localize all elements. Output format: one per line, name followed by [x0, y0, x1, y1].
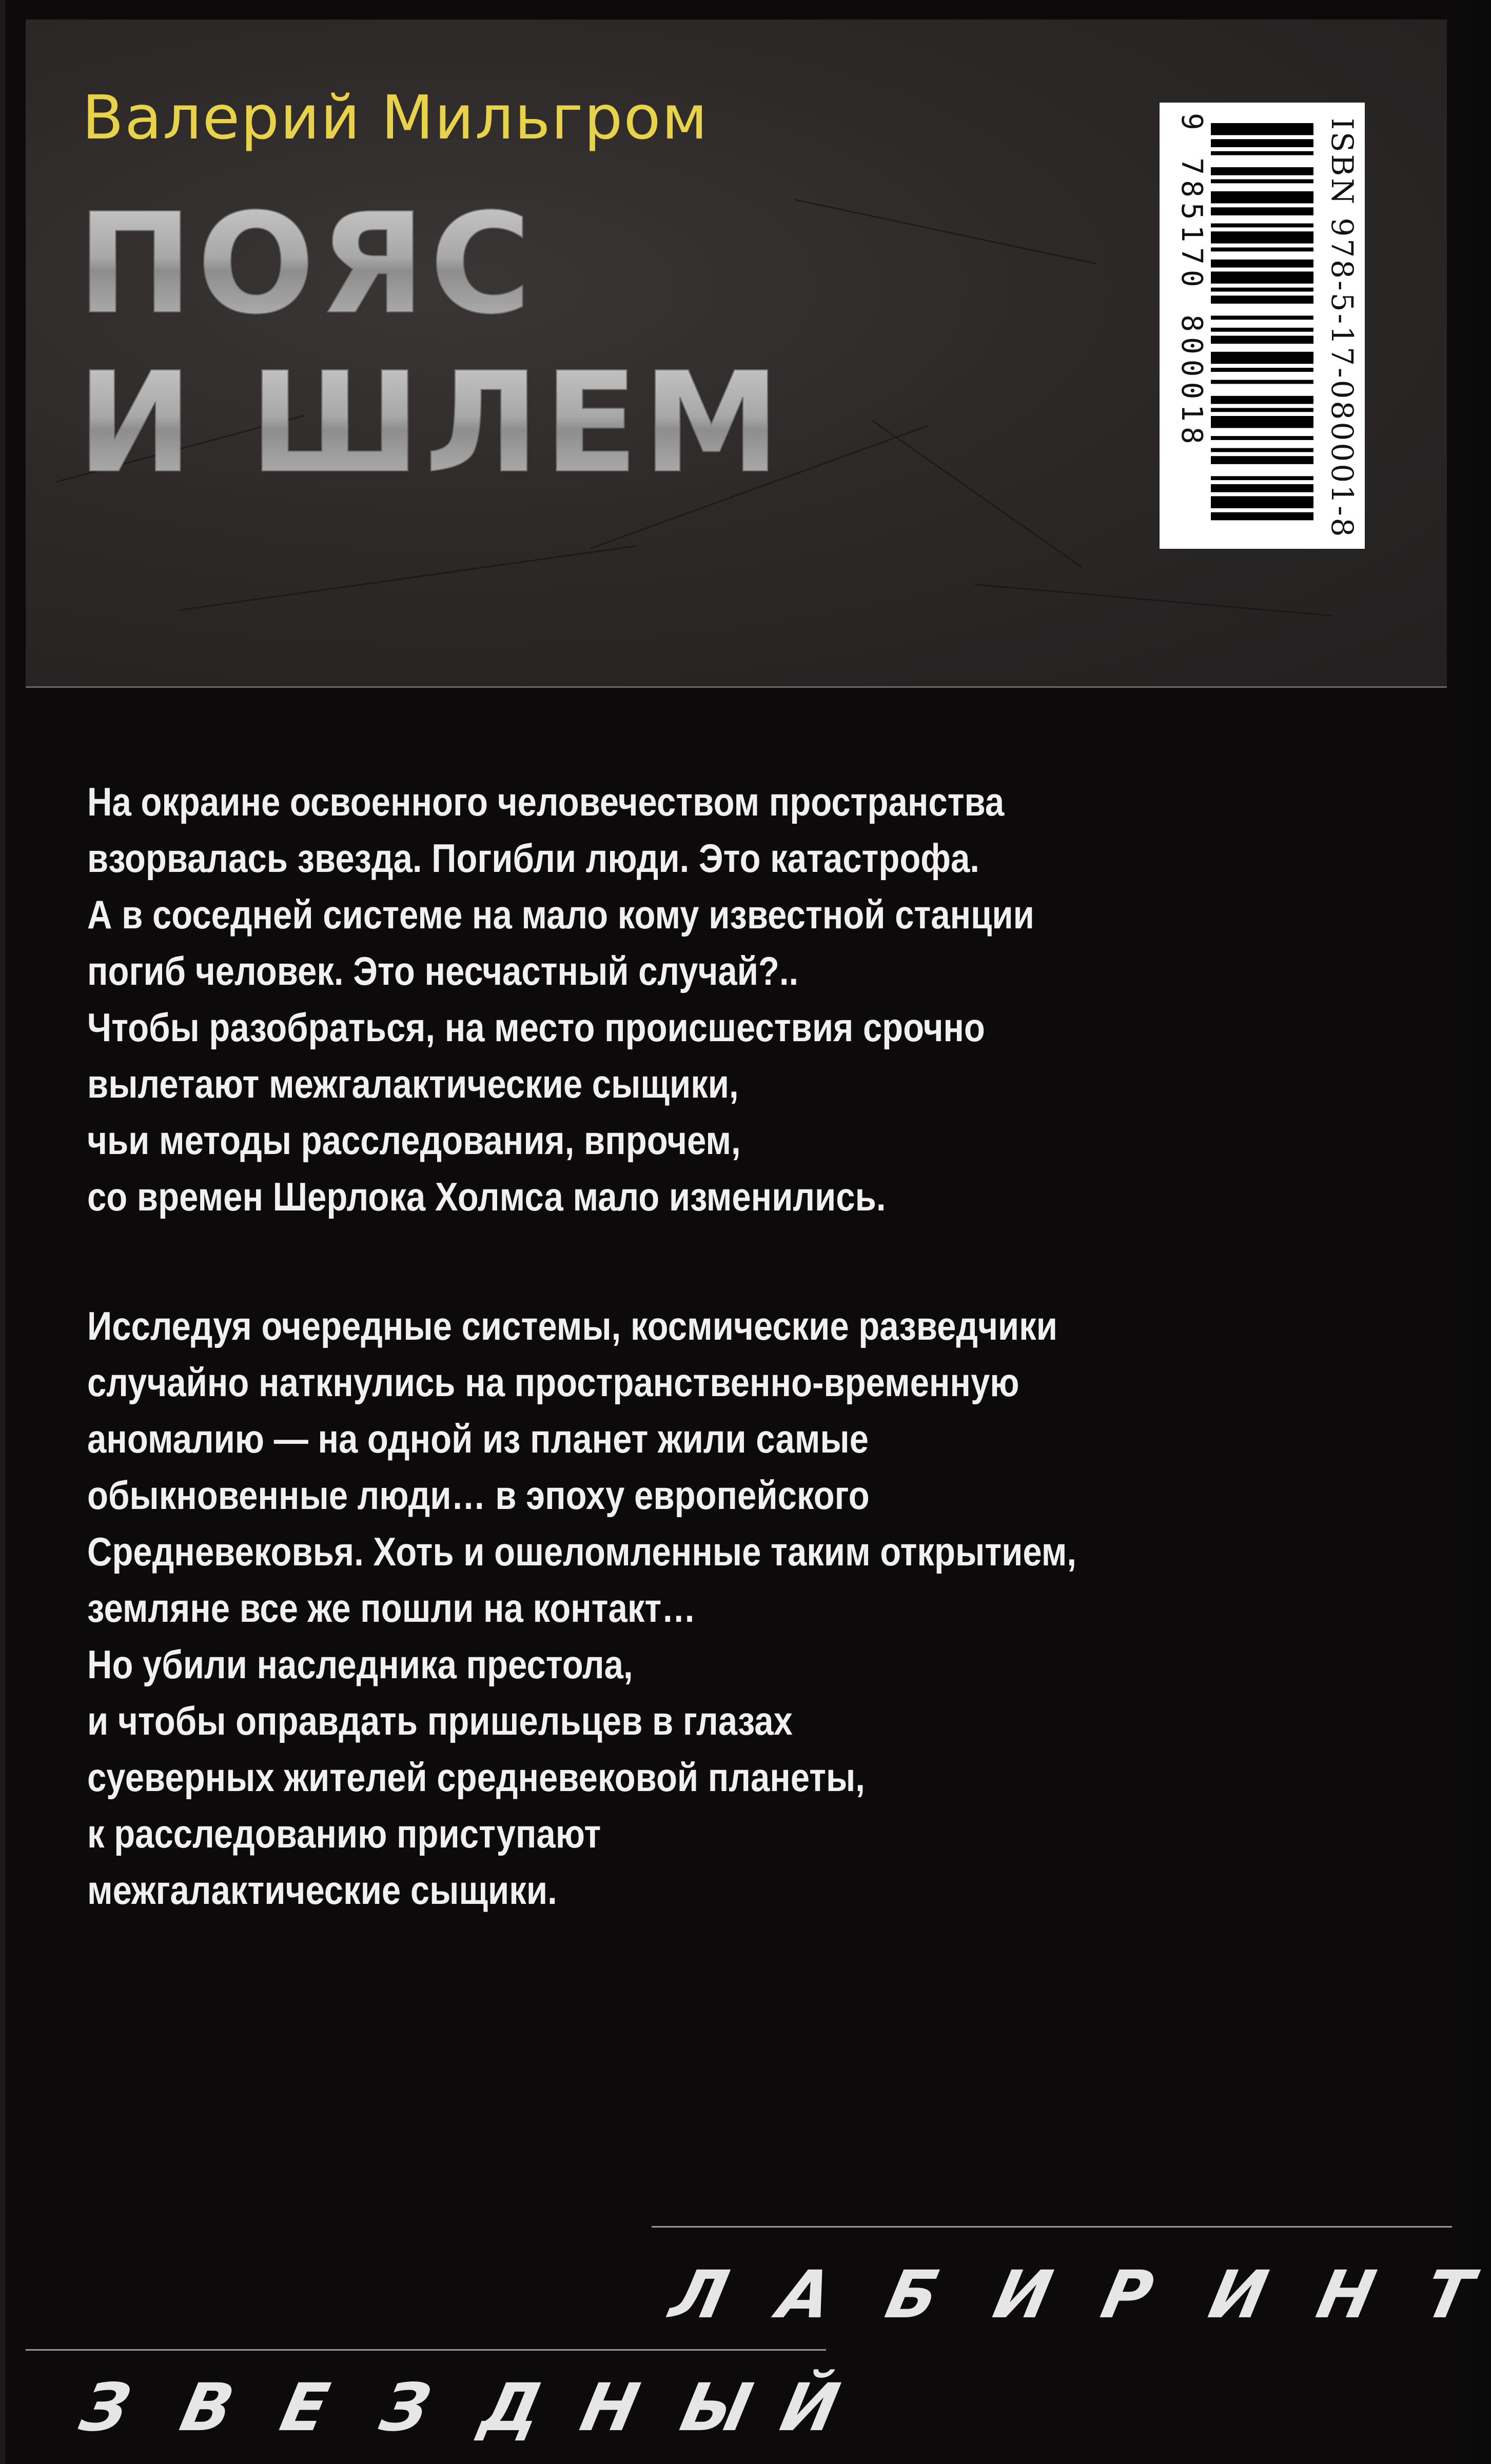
barcode-bar	[1211, 191, 1313, 203]
barcode-bar	[1211, 295, 1313, 304]
barcode-bar	[1211, 484, 1313, 492]
isbn-label: ISBN 978-5-17-080001-8	[1325, 118, 1360, 539]
barcode-bar	[1211, 408, 1313, 412]
blurb-line: к расследованию приступают	[87, 1811, 601, 1856]
isbn-barcode	[1160, 103, 1365, 549]
barcode-bar	[1211, 207, 1313, 215]
blurb-line: взорвалась звезда. Погибли люди. Это катастрофа.	[87, 836, 979, 881]
series-letter: Т	[1418, 2257, 1480, 2333]
blurb-line: Средневековья. Хоть и ошеломленные таким открытием,	[87, 1529, 1077, 1574]
barcode-bar	[1211, 396, 1313, 404]
barcode-bar	[1211, 260, 1313, 268]
barcode-bars	[1211, 123, 1313, 528]
blurb-line: аномалию — на одной из планет жили самые	[87, 1416, 869, 1461]
series-letter: Б	[879, 2257, 946, 2333]
barcode-bar	[1211, 123, 1313, 135]
barcode-bar	[1211, 139, 1313, 147]
barcode-bar	[1211, 328, 1313, 332]
barcode-bar	[1211, 151, 1313, 155]
barcode-bar	[1211, 416, 1313, 428]
blurb-line: На окраине освоенного человечеством пространства	[87, 779, 1005, 824]
blurb-line: обыкновенные люди… в эпоху европейского	[87, 1473, 870, 1518]
blurb-line: межгалактические сыщики.	[87, 1867, 557, 1913]
barcode-bar	[1211, 224, 1313, 228]
barcode-bar	[1211, 336, 1313, 344]
blurb-line: чьи методы расследования, впрочем,	[87, 1118, 741, 1163]
series-letter: А	[772, 2257, 839, 2333]
series-letter: И	[1203, 2257, 1274, 2333]
barcode-bar	[1211, 315, 1313, 320]
barcode-bar	[1211, 180, 1313, 184]
blurb-line: земляне все же пошли на контакт…	[87, 1585, 696, 1631]
series-letter: Е	[274, 2370, 336, 2446]
blurb-line: А в соседней системе на мало кому известной станции	[87, 892, 1034, 937]
series-letter: Д	[474, 2370, 549, 2446]
blurb-paragraph-1	[87, 773, 1034, 1225]
blurb-line: со времен Шерлока Холмса мало изменились.	[87, 1174, 886, 1219]
barcode-bar	[1211, 512, 1313, 521]
barcode-bar	[1211, 448, 1313, 452]
series-letter: Р	[1095, 2257, 1160, 2333]
barcode-bar	[1211, 380, 1313, 384]
series-rule-top	[652, 2226, 1452, 2228]
barcode-bar	[1211, 456, 1313, 464]
barcode-bar	[1211, 288, 1313, 292]
book-title-line-2: И ШЛЕМ	[77, 342, 784, 504]
series-letter: Й	[774, 2370, 846, 2446]
blurb-paragraph-2	[87, 1298, 1076, 1918]
series-word-labyrinth	[664, 2257, 1491, 2333]
blurb-line: Чтобы разобраться, на место происшествия срочно	[87, 1005, 985, 1050]
series-letter: Н	[574, 2370, 645, 2446]
barcode-bar	[1211, 352, 1313, 364]
book-title-line-1: ПОЯС	[77, 183, 536, 345]
blurb-line: погиб человек. Это несчастный случай?..	[87, 948, 799, 993]
blurb-line: суеверных жителей средневековой планеты,	[87, 1755, 865, 1800]
blurb-line: Исследуя очередные системы, космические разведчики	[87, 1303, 1057, 1348]
series-letter: З	[74, 2370, 137, 2446]
series-letter: Л	[664, 2257, 735, 2333]
barcode-bar	[1211, 368, 1313, 372]
barcode-bar	[1211, 476, 1313, 480]
series-rule-bottom	[26, 2349, 826, 2351]
series-letter: И	[987, 2257, 1058, 2333]
blurb-line: и чтобы оправдать пришельцев в глазах	[87, 1698, 793, 1743]
series-letter: В	[174, 2370, 241, 2446]
barcode-bar	[1211, 271, 1313, 283]
author-name: Валерий Мильгром	[82, 82, 709, 153]
series-letter: Н	[1310, 2257, 1382, 2333]
blurb-line: случайно наткнулись на пространственно-временную	[87, 1360, 1019, 1405]
barcode-bar	[1211, 167, 1313, 175]
blurb-line: вылетают межгалактические сыщики,	[87, 1061, 739, 1106]
divider-line	[26, 686, 1447, 688]
blurb-line: Но убили наследника престола,	[87, 1642, 633, 1687]
series-word-star	[74, 2370, 852, 2446]
series-letter: З	[374, 2370, 437, 2446]
barcode-bar	[1211, 247, 1313, 251]
barcode-digits: 9 785170 800018	[1175, 113, 1208, 449]
series-letter: Ы	[674, 2370, 759, 2446]
barcode-bar	[1211, 496, 1313, 508]
barcode-bar	[1211, 231, 1313, 243]
barcode-bar	[1211, 436, 1313, 440]
